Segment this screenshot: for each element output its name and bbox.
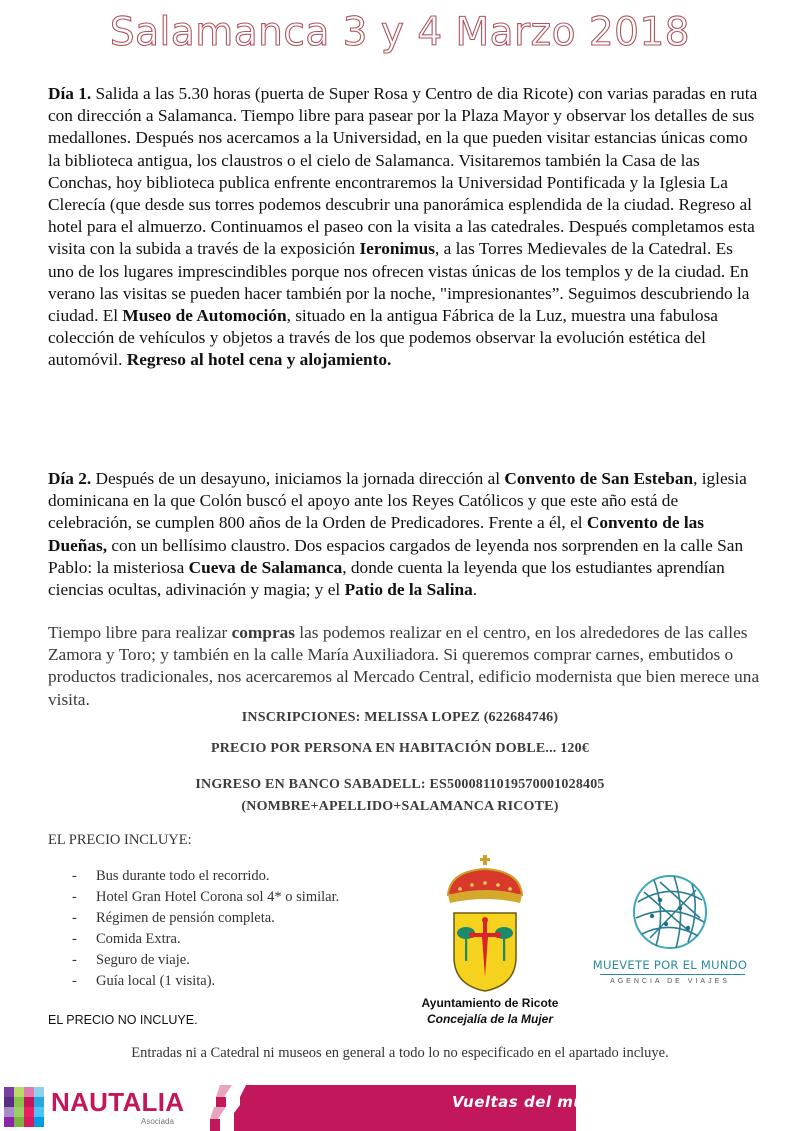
not-includes-title: EL PRECIO NO INCLUYE. <box>48 1013 198 1027</box>
day2-label: Día 2. <box>48 469 92 488</box>
agency-subtitle: AGENCIA DE VIAJES <box>610 978 730 985</box>
nautalia-logo-icon <box>4 1087 44 1127</box>
includes-item-text: Bus durante todo el recorrido. <box>96 868 270 884</box>
coat-of-arms-icon <box>440 855 530 995</box>
includes-item <box>72 950 339 971</box>
shopping-text: las podemos realizar en el centro, en los alrededores de las calles Zamora y Toro; y también en la calle María Auxiliadora. Si queremos comprar carnes, embutidos o productos tradicionales, nos acercaremos al Mercado Central, edificio modernista que bien merece una visita. <box>48 623 760 709</box>
inscripciones-line: INSCRIPCIONES: MELISSA LOPEZ (622684746) <box>241 710 559 725</box>
day1-text: , a las Torres Medievales de la Catedral. Es uno de los lugares imprescindibles porque nos ofrecen vistas únicas de los templos y de la ciudad. En verano las visitas se pueden hacer también por la noche, "impresionantes”. Seguimos descubriendo la ciudad. El <box>48 239 750 326</box>
nautalia-subtitle: Asociada <box>141 1117 174 1126</box>
day2-highlight-convento-duenas: Convento de las Dueñas, <box>48 513 705 555</box>
shopping-highlight: compras <box>231 623 295 642</box>
day2-text: , iglesia dominicana en la que Colón buscó el apoyo ante los Reyes Católicos y que este año está de celebración, se cumplen 800 años de la Orden de Predicadores. Frente a él, el <box>48 469 747 533</box>
day2-paragraph <box>48 468 760 601</box>
includes-item-text: Hotel Gran Hotel Corona sol 4* o similar. <box>96 889 340 905</box>
bullet-dash: - <box>72 868 77 884</box>
day2-highlight-convento-san-esteban: Convento de San Esteban <box>504 469 694 488</box>
bullet-dash: - <box>72 889 77 905</box>
day1-highlight-museo: Museo de Automoción <box>122 306 287 326</box>
vueltas-vida-logo: Vueltas del mundo VIDA <box>452 1093 667 1111</box>
not-includes-note: Entradas ni a Catedral ni museos en general a todo lo no especificado en el apartado incluye. <box>131 1045 669 1061</box>
day2-highlight-patio: Patio de la Salina <box>344 580 473 600</box>
transfer-reference-line: (NOMBRE+APELLIDO+SALAMANCA RICOTE) <box>241 799 559 814</box>
includes-list <box>72 866 339 992</box>
includes-item-text: Comida Extra. <box>96 931 181 947</box>
day1-paragraph <box>48 83 760 372</box>
day2-text: Después de un desayuno, iniciamos la jornada dirección al <box>91 469 505 488</box>
bullet-dash: - <box>72 931 77 947</box>
includes-item <box>72 971 339 992</box>
crown-icon <box>448 855 522 903</box>
includes-item-text: Guía local (1 visita). <box>96 973 216 989</box>
day1-highlight-regreso: Regreso al hotel cena y alojamiento. <box>126 350 392 370</box>
day1-text: Salida a las 5.30 horas (puerta de Super Rosa y Centro de dia Ricote) con varias paradas en ruta con dirección a Salamanca. Tiempo libre para pasear por la Plaza Mayor y observar los detalles de sus medallones. Después nos acercamos a la Universidad, en la que pueden visitar estancias únicas como la biblioteca antigua, los claustros o el cielo de Salamanca. Visitaremos también la Casa de las Conchas, hoy biblioteca publica enfrente encontraremos la Universidad Pontificada y la Iglesia La Clerecía (que desde sus torres podemos descubrir una panorámica esplendida de la ciudad. Regreso al hotel para el almuerzo. Continuamos el paseo con la visita a las catedrales. Después completamos esta visita con la subida a través de la exposición <box>48 84 758 259</box>
includes-item <box>72 866 339 887</box>
globe-network-icon <box>630 872 710 952</box>
day2-text: . <box>472 580 478 600</box>
agency-divider <box>600 974 745 975</box>
day2-highlight-cueva: Cueva de Salamanca <box>188 557 343 577</box>
bullet-dash: - <box>72 952 77 968</box>
includes-item <box>72 929 339 950</box>
day1-text: , situado en la antigua Fábrica de la Luz, muestra una fabulosa colección de vehículos y objetos a través de los que podemos observar la evolución estética del automóvil. <box>48 306 718 370</box>
includes-item <box>72 887 339 908</box>
ayuntamiento-label: Ayuntamiento de Ricote <box>421 996 559 1010</box>
day1-highlight-ieronimus: Ieronimus <box>359 239 435 259</box>
day2-text: , donde cuenta la leyenda que los estudiantes aprendían ciencias ocultas, adivinación y magia; y el <box>48 557 725 600</box>
shopping-paragraph <box>48 622 760 711</box>
includes-item-text: Seguro de viaje. <box>96 952 190 968</box>
includes-item-text: Régimen de pensión completa. <box>96 910 275 926</box>
includes-item <box>72 908 339 929</box>
price-line: PRECIO POR PERSONA EN HABITACIÓN DOBLE... 120€ <box>210 741 590 756</box>
day2-text: con un bellísimo claustro. Dos espacios cargados de leyenda nos sorprenden en la calle San Pablo: la misteriosa <box>48 535 744 577</box>
nautalia-brand: NAUTALIA <box>51 1087 185 1117</box>
bullet-dash: - <box>72 973 77 989</box>
agency-name: MUEVETE POR EL MUNDO <box>592 958 748 972</box>
bank-transfer-line: INGRESO EN BANCO SABADELL: ES5000811019570001028405 <box>195 777 605 792</box>
page-title: Salamanca 3 y 4 Marzo 2018 <box>109 10 691 55</box>
bullet-dash: - <box>72 910 77 926</box>
concejalia-label: Concejalía de la Mujer <box>426 1012 554 1026</box>
includes-title: EL PRECIO INCLUYE: <box>48 832 192 848</box>
shopping-text: Tiempo libre para realizar <box>48 623 232 642</box>
day1-label: Día 1. <box>48 84 92 103</box>
